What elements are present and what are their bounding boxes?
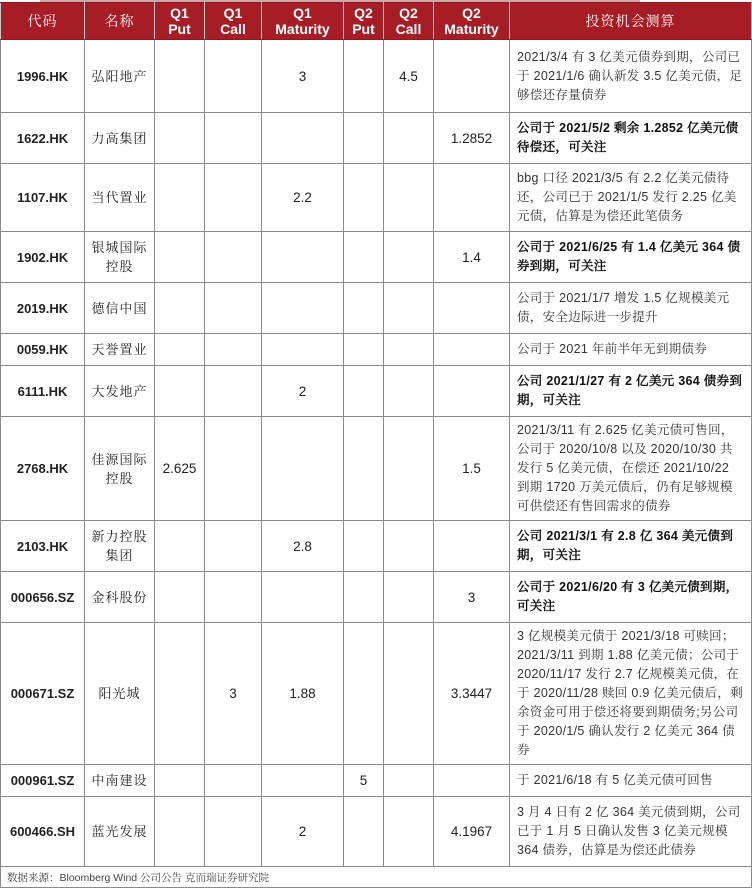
cell-note: 公司于 2021/1/7 增发 1.5 亿规模美元债，安全边际进一步提升 <box>510 283 752 334</box>
cell-q2-maturity <box>434 765 510 797</box>
table-row <box>1 164 752 232</box>
cell-q2-maturity <box>434 334 510 366</box>
cell-q2-put <box>344 797 384 867</box>
cell-code: 000656.SZ <box>1 572 85 623</box>
cell-q1-maturity: 2 <box>262 797 344 867</box>
cell-q1-put <box>155 765 205 797</box>
cell-code: 2768.HK <box>1 417 85 521</box>
source-footer-row <box>1 867 752 888</box>
cell-name: 蓝光发展 <box>85 797 155 867</box>
cell-note: 于 2021/6/18 有 5 亿美元债可回售 <box>510 765 752 797</box>
cell-q2-maturity: 1.2852 <box>434 113 510 164</box>
cell-note: 公司于 2021/6/20 有 3 亿美元债到期，可关注 <box>510 572 752 623</box>
table-row <box>1 334 752 366</box>
cell-q1-maturity <box>262 765 344 797</box>
cell-q1-maturity <box>262 283 344 334</box>
cell-q2-call <box>384 334 434 366</box>
cell-note: 公司于 2021/6/25 有 1.4 亿美元 364 债券到期，可关注 <box>510 232 752 283</box>
table-row <box>1 623 752 765</box>
cell-q2-put <box>344 366 384 417</box>
source-note: 数据来源：Bloomberg Wind 公司公告 克而瑞证券研究院 <box>1 867 752 888</box>
cell-q2-maturity <box>434 283 510 334</box>
table-row <box>1 232 752 283</box>
cell-code: 1622.HK <box>1 113 85 164</box>
cell-code: 2103.HK <box>1 521 85 572</box>
cell-q2-call <box>384 113 434 164</box>
col-header-q1-maturity: Q1 Maturity <box>262 3 344 40</box>
cell-code: 6111.HK <box>1 366 85 417</box>
cell-q1-call <box>205 797 262 867</box>
cell-q1-put <box>155 366 205 417</box>
table-row <box>1 40 752 113</box>
cell-name: 德信中国 <box>85 283 155 334</box>
table-row <box>1 366 752 417</box>
table-row <box>1 417 752 521</box>
cell-q2-put <box>344 417 384 521</box>
cell-name: 力高集团 <box>85 113 155 164</box>
cell-q1-call <box>205 765 262 797</box>
cell-code: 000961.SZ <box>1 765 85 797</box>
cell-note: 公司 2021/1/27 有 2 亿美元 364 债券到期，可关注 <box>510 366 752 417</box>
cell-q1-put <box>155 40 205 113</box>
cell-note: 公司 2021/3/1 有 2.8 亿 364 美元债到期，可关注 <box>510 521 752 572</box>
cell-code: 600466.SH <box>1 797 85 867</box>
cell-q2-call <box>384 417 434 521</box>
cell-q1-call <box>205 164 262 232</box>
table-row <box>1 797 752 867</box>
cell-name: 大发地产 <box>85 366 155 417</box>
cell-q2-call <box>384 623 434 765</box>
cell-q1-put <box>155 334 205 366</box>
cell-q2-maturity: 3.3447 <box>434 623 510 765</box>
cell-q2-call <box>384 572 434 623</box>
col-header-q2-put: Q2 Put <box>344 3 384 40</box>
cell-q1-call <box>205 40 262 113</box>
cell-q2-call: 4.5 <box>384 40 434 113</box>
cell-note: 公司于 2021 年前半年无到期债券 <box>510 334 752 366</box>
cell-code: 1996.HK <box>1 40 85 113</box>
col-header-q1-put: Q1 Put <box>155 3 205 40</box>
cell-q1-maturity <box>262 334 344 366</box>
cell-q1-put <box>155 521 205 572</box>
cell-q2-maturity: 1.5 <box>434 417 510 521</box>
cell-q2-maturity <box>434 164 510 232</box>
cell-q1-call <box>205 283 262 334</box>
cell-q1-maturity: 2 <box>262 366 344 417</box>
cell-note: 3 月 4 日有 2 亿 364 美元债到期，公司已于 1 月 5 日确认发售 3 亿美元规模 364 债券，估算是为偿还此债券 <box>510 797 752 867</box>
cell-q2-call <box>384 521 434 572</box>
cell-q2-maturity <box>434 366 510 417</box>
cell-code: 0059.HK <box>1 334 85 366</box>
cell-q1-maturity: 2.2 <box>262 164 344 232</box>
cell-q1-maturity <box>262 417 344 521</box>
cell-q1-call <box>205 232 262 283</box>
cell-note: 3 亿规模美元债于 2021/3/18 可赎回；2021/3/11 到期 1.88 亿美元债；公司于 2020/11/17 发行 2.7 亿规模美元债，在于 2020/11/28 赎回 0.9 亿美元债后，剩余资金可用于偿还将要到期债务;另公司于 2020/1/5 确认发行 2 亿美元 364 债券 <box>510 623 752 765</box>
cell-name: 中南建设 <box>85 765 155 797</box>
table-row <box>1 572 752 623</box>
cell-q2-put <box>344 232 384 283</box>
cell-q1-call <box>205 334 262 366</box>
cell-q1-maturity: 1.88 <box>262 623 344 765</box>
cell-q1-call: 3 <box>205 623 262 765</box>
col-header-investment-estimate: 投资机会测算 <box>510 3 752 40</box>
cell-code: 1107.HK <box>1 164 85 232</box>
cell-note: 2021/3/4 有 3 亿美元债券到期，公司已于 2021/1/6 确认新发 3.5 亿美元债，足够偿还存量债券 <box>510 40 752 113</box>
cell-name: 银城国际控股 <box>85 232 155 283</box>
cell-q2-call <box>384 232 434 283</box>
cell-q1-maturity: 2.8 <box>262 521 344 572</box>
cell-name: 佳源国际控股 <box>85 417 155 521</box>
cell-q1-call <box>205 572 262 623</box>
cell-q2-maturity: 3 <box>434 572 510 623</box>
cell-note: 公司于 2021/5/2 剩余 1.2852 亿美元债待偿还，可关注 <box>510 113 752 164</box>
col-header-q1-call: Q1 Call <box>205 3 262 40</box>
cell-q2-maturity <box>434 40 510 113</box>
cell-q2-put <box>344 164 384 232</box>
cell-code: 2019.HK <box>1 283 85 334</box>
col-header-q2-maturity: Q2 Maturity <box>434 3 510 40</box>
cell-name: 天誉置业 <box>85 334 155 366</box>
cell-q1-put <box>155 283 205 334</box>
table-row <box>1 113 752 164</box>
cell-q1-put <box>155 113 205 164</box>
cell-name: 当代置业 <box>85 164 155 232</box>
cell-q1-maturity: 3 <box>262 40 344 113</box>
cell-q2-put <box>344 572 384 623</box>
cell-q2-call <box>384 164 434 232</box>
cell-q1-maturity <box>262 232 344 283</box>
cell-note: 2021/3/11 有 2.625 亿美元债可售回，公司于 2020/10/8 以及 2020/10/30 共发行 5 亿美元债，在偿还 2021/10/22 到期 1720 万美元债后，仍有足够规模可供偿还有售回需求的债券 <box>510 417 752 521</box>
cell-q2-call <box>384 366 434 417</box>
cell-q2-put <box>344 113 384 164</box>
cell-q2-put <box>344 623 384 765</box>
bond-opportunity-table <box>0 2 752 888</box>
cell-q2-put <box>344 521 384 572</box>
cell-q1-put <box>155 572 205 623</box>
cell-q1-maturity <box>262 113 344 164</box>
cell-name: 弘阳地产 <box>85 40 155 113</box>
cell-code: 1902.HK <box>1 232 85 283</box>
cell-q2-call <box>384 283 434 334</box>
cell-q2-put <box>344 283 384 334</box>
cell-q2-maturity: 4.1967 <box>434 797 510 867</box>
cell-q2-call <box>384 797 434 867</box>
col-header-code: 代码 <box>1 3 85 40</box>
cell-q1-put <box>155 623 205 765</box>
cell-name: 阳光城 <box>85 623 155 765</box>
cell-code: 000671.SZ <box>1 623 85 765</box>
cell-name: 新力控股集团 <box>85 521 155 572</box>
cell-name: 金科股份 <box>85 572 155 623</box>
cell-q1-call <box>205 113 262 164</box>
cell-q1-call <box>205 417 262 521</box>
cell-q2-maturity: 1.4 <box>434 232 510 283</box>
table-row <box>1 521 752 572</box>
cell-q1-maturity <box>262 572 344 623</box>
cell-q2-put <box>344 334 384 366</box>
cell-q1-put <box>155 232 205 283</box>
cell-q2-put: 5 <box>344 765 384 797</box>
cell-q2-call <box>384 765 434 797</box>
col-header-name: 名称 <box>85 3 155 40</box>
cell-q1-put <box>155 164 205 232</box>
table-row <box>1 765 752 797</box>
cell-q2-put <box>344 40 384 113</box>
cell-q1-put: 2.625 <box>155 417 205 521</box>
cell-q2-maturity <box>434 521 510 572</box>
header-row <box>1 3 752 40</box>
col-header-q2-call: Q2 Call <box>384 3 434 40</box>
table-row <box>1 283 752 334</box>
cell-q1-call <box>205 521 262 572</box>
cell-q1-call <box>205 366 262 417</box>
cell-q1-put <box>155 797 205 867</box>
cell-note: bbg 口径 2021/3/5 有 2.2 亿美元债待还，公司已于 2021/1/5 发行 2.25 亿美元债，估算是为偿还此笔债务 <box>510 164 752 232</box>
